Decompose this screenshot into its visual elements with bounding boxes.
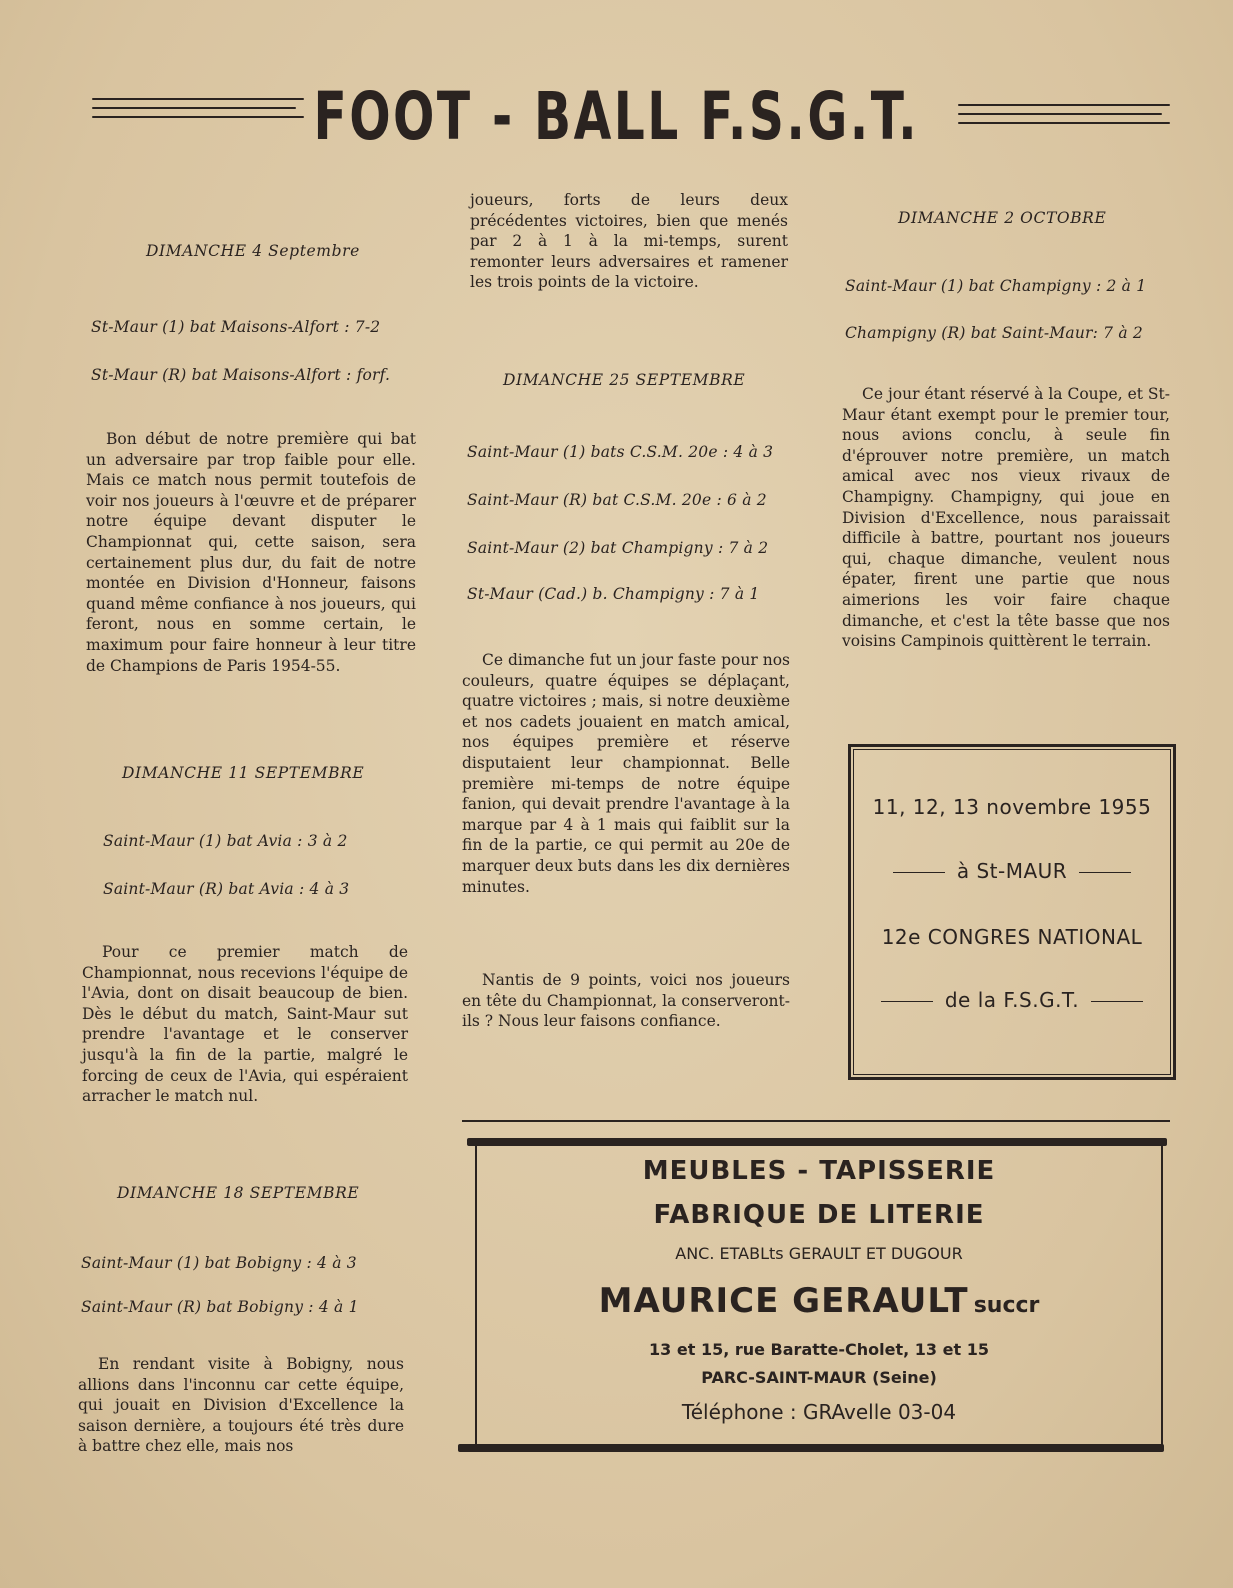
article-paragraph: Nantis de 9 points, voici nos joueurs en tête du Championnat, la conserveront-ils ? Nous leur faisons confiance. [462, 971, 790, 1031]
section-heading: DIMANCHE 2 OCTOBRE [898, 209, 1107, 227]
ad-bottom-border [458, 1444, 1164, 1452]
article-paragraph: Ce jour étant réservé à la Coupe, et St-Maur étant exempt pour le premier tour, nous avions conclu, à seule fin d'éprouver notre première, un match amical avec nos vieux rivaux de Champigny. Champigny, qui joue en Division d'Excellence, nous paraissait difficile à battre, pourtant nos joueurs qui, chaque dimanche, veulent nous épater, firent une partie que nous aimerions les voir faire chaque dimanche, et c'est la tête basse que nos voisins Campinois quittèrent le terrain. [842, 385, 1171, 651]
match-result: Champigny (R) bat Saint-Maur: 7 à 2 [845, 324, 1143, 342]
congress-org: de la F.S.G.T. [851, 988, 1173, 1012]
match-result: St-Maur (R) bat Maisons-Alfort : forf. [91, 366, 391, 384]
ad-line: ANC. ETABLts GERAULT ET DUGOUR [675, 1244, 963, 1263]
furniture-advertisement [475, 1144, 1163, 1446]
match-result: Saint-Maur (2) bat Champigny : 7 à 2 [467, 539, 769, 557]
match-result: Saint-Maur (R) bat C.S.M. 20e : 6 à 2 [467, 491, 767, 509]
article-paragraph: En rendant visite à Bobigny, nous allions dans l'inconnu car cette équipe, qui jouait en Division d'Excellence la saison dernière, a toujours été très dure à battre chez elle, mais nos [78, 1355, 404, 1456]
congress-notice-box [848, 744, 1176, 1080]
article-paragraph: joueurs, forts de leurs deux précédentes victoires, bien que menés par 2 à 1 à la mi-temps, surent remonter leurs adversaires et ramener les trois points de la victoire. [470, 191, 788, 292]
ad-line: MEUBLES - TAPISSERIE [642, 1156, 996, 1186]
ad-line: FABRIQUE DE LITERIE [653, 1200, 985, 1230]
match-result: Saint-Maur (R) bat Avia : 4 à 3 [103, 880, 350, 898]
ad-city: PARC-SAINT-MAUR (Seine) [701, 1368, 937, 1387]
article-paragraph: Pour ce premier match de Championnat, nous recevions l'équipe de l'Avia, dont on disait beaucoup de bien. Dès le début du match, Saint-Maur sut prendre l'avantage et le conserver jusqu'à la fin de la partie, malgré le forcing de ceux de l'Avia, qui espéraient arracher le match nul. [82, 943, 408, 1106]
congress-event: 12e CONGRES NATIONAL [881, 925, 1143, 949]
ad-phone: Téléphone : GRAvelle 03-04 [681, 1400, 957, 1424]
match-result: Saint-Maur (1) bat Avia : 3 à 2 [103, 832, 348, 850]
congress-dates: 11, 12, 13 novembre 1955 [872, 795, 1152, 819]
ad-address: 13 et 15, rue Baratte-Cholet, 13 et 15 [649, 1340, 989, 1359]
section-heading: DIMANCHE 25 SEPTEMBRE [503, 371, 746, 389]
divider-rule [462, 1120, 1170, 1122]
right-title-ornament [958, 104, 1170, 130]
section-heading: DIMANCHE 4 Septembre [146, 242, 360, 260]
match-result: St-Maur (Cad.) b. Champigny : 7 à 1 [467, 585, 760, 603]
ad-company-name: MAURICE GERAULT succr [598, 1281, 1040, 1321]
article-paragraph: Bon début de notre première qui bat un adversaire par trop faible pour elle. Mais ce match nous permit toutefois de voir nos joueurs à l'œuvre et de préparer notre équipe devant disputer le Championnat qui, cette saison, sera certainement plus dur, du fait de notre montée en Division d'Honneur, faisons quand même confiance à nos joueurs, qui feront, nous en somme certain, le maximum pour faire honneur à leur titre de Champions de Paris 1954-55. [86, 430, 416, 675]
congress-place: à St-MAUR [851, 859, 1173, 883]
match-result: St-Maur (1) bat Maisons-Alfort : 7-2 [91, 318, 381, 336]
match-result: Saint-Maur (1) bats C.S.M. 20e : 4 à 3 [467, 443, 774, 461]
match-result: Saint-Maur (R) bat Bobigny : 4 à 1 [81, 1298, 359, 1316]
section-heading: DIMANCHE 11 SEPTEMBRE [122, 764, 365, 782]
match-result: Saint-Maur (1) bat Bobigny : 4 à 3 [81, 1254, 357, 1272]
page-title: FOOT - BALL F.S.G.T. [313, 78, 920, 155]
article-paragraph: Ce dimanche fut un jour faste pour nos couleurs, quatre équipes se déplaçant, quatre victoires ; mais, si notre deuxième et nos cadets jouaient en match amical, nos équipes première et réserve disputaient leur championnat. Belle première mi-temps de notre équipe fanion, qui devait prendre l'avantage à la marque par 4 à 1 mais qui faiblit sur la fin de la partie, ce qui permit au 20e de marquer deux buts dans les dix dernières minutes. [462, 651, 790, 896]
match-result: Saint-Maur (1) bat Champigny : 2 à 1 [845, 277, 1147, 295]
section-heading: DIMANCHE 18 SEPTEMBRE [117, 1184, 360, 1202]
